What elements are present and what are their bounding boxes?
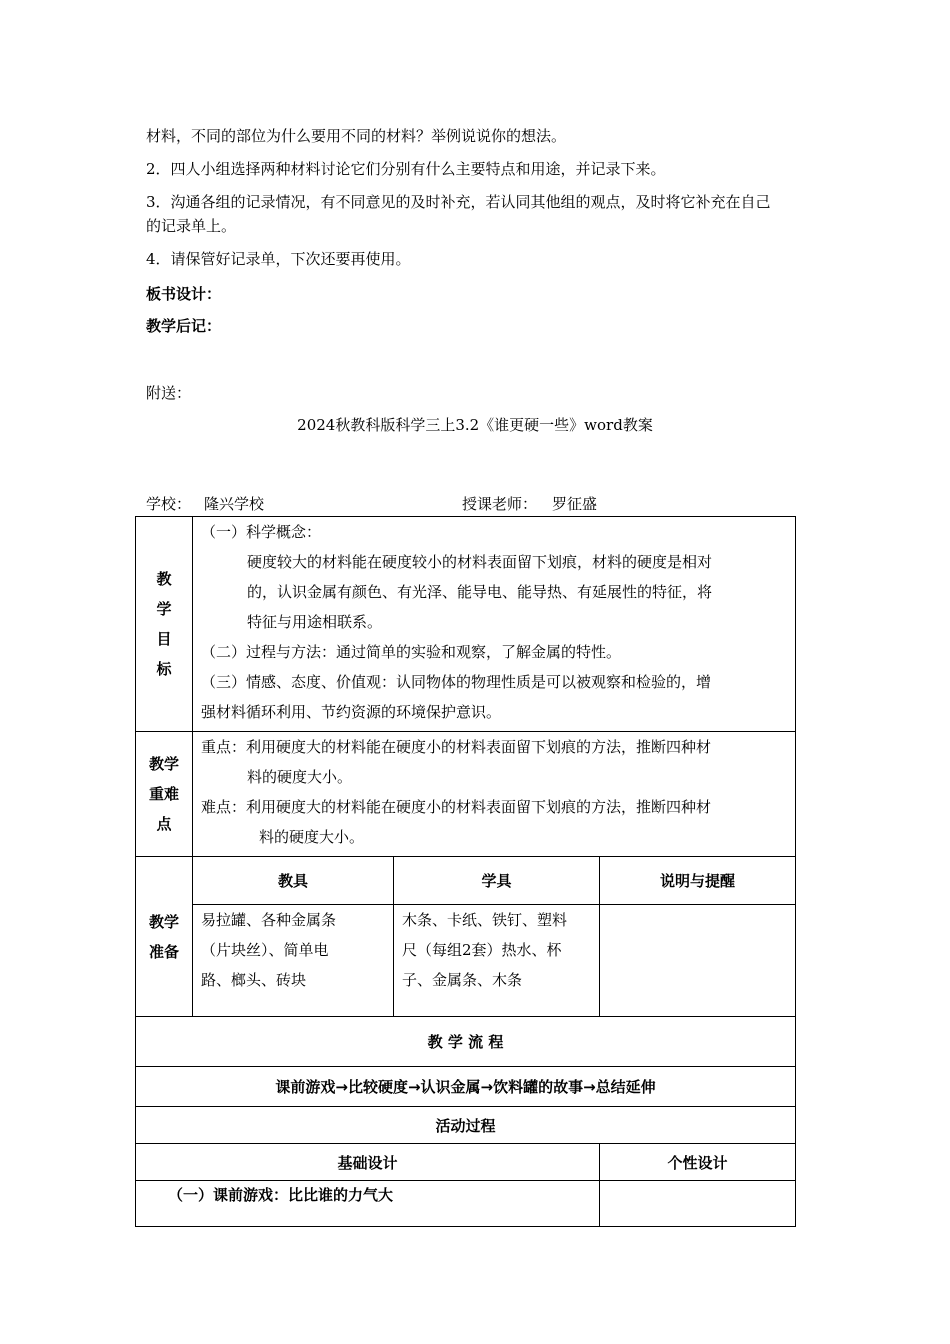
prep-col-student: 学具 [394,857,600,905]
prep-teacher-items: 易拉罐、各种金属条 （片块丝）、简单电 路、榔头、砖块 [193,905,394,1017]
key-points-row [136,732,796,857]
prep-col-notes: 说明与提醒 [600,857,796,905]
teacher-label: 授课老师： [462,495,538,513]
individual-design-head: 个性设计 [600,1144,796,1181]
board-design-heading: 板书设计： [146,285,222,303]
activity-title-row [136,1107,796,1144]
objective-1-line-1: 硬度较大的材料能在硬度较小的材料表面留下划痕，材料的硬度是相对 [247,553,713,571]
prep-notes [600,905,796,1017]
key-point-line-2: 料的硬度大小。 [247,768,353,786]
intro-line-3: 3．沟通各组的记录情况，有不同意见的及时补充，若认同其他组的观点，及时将它补充在自己 [146,193,771,211]
flow-steps-row [136,1067,796,1107]
key-point-line-1: 重点：利用硬度大的材料能在硬度小的材料表面留下划痕的方法，推断四种材 [201,738,712,756]
key-points-content [193,732,796,857]
post-notes-heading: 教学后记： [146,317,222,335]
first-activity-row [136,1181,796,1227]
activity-title: 活动过程 [136,1107,796,1144]
objectives-head: 教 学 目 标 [136,517,193,732]
intro-line-1: 材料，不同的部位为什么要用不同的材料？举例说说你的想法。 [146,127,567,145]
first-activity: （一）课前游戏：比比谁的力气大 [136,1181,600,1227]
objective-3-line-1: （三）情感、态度、价值观：认同物体的物理性质是可以被观察和检验的，增 [201,673,712,691]
flow-steps: 课前游戏→比较硬度→认识金属→饮料罐的故事→总结延伸 [136,1067,796,1107]
difficulty-line-2: 料的硬度大小。 [259,828,365,846]
prep-student-items: 木条、卡纸、铁钉、塑料 尺（每组2套）热水、杯 子、金属条、木条 [394,905,600,1017]
objective-1-title: （一）科学概念： [201,523,322,541]
appendix-label: 附送： [146,384,192,402]
objectives-row [136,517,796,732]
basic-design-head: 基础设计 [136,1144,600,1181]
intro-line-4: 的记录单上。 [146,217,237,235]
intro-line-5: 4．请保管好记录单，下次还要再使用。 [146,250,411,268]
objective-1-line-2: 的，认识金属有颜色、有光泽、能导电、能导热、有延展性的特征，将 [247,583,713,601]
teacher-name: 罗征盛 [552,495,598,513]
key-points-head: 教学 重难 点 [136,732,193,857]
flow-title-row [136,1017,796,1067]
flow-title: 教 学 流 程 [136,1017,796,1067]
school-label: 学校： [146,495,192,513]
objectives-content [193,517,796,732]
prep-content-row [136,905,796,1017]
first-activity-individual [600,1181,796,1227]
objective-1-line-3: 特征与用途相联系。 [247,613,383,631]
difficulty-line-1: 难点：利用硬度大的材料能在硬度小的材料表面留下划痕的方法，推断四种材 [201,798,712,816]
objective-2: （二）过程与方法：通过简单的实验和观察，了解金属的特性。 [201,643,622,661]
design-header-row [136,1144,796,1181]
lesson-plan-table [135,516,796,1227]
document-title: 2024秋教科版科学三上3.2《谁更硬一些》word教案 [297,416,653,434]
school-name: 隆兴学校 [204,495,265,513]
prep-col-teacher: 教具 [193,857,394,905]
prep-head: 教学 准备 [136,857,193,1017]
objective-3-line-2: 强材料循环利用、节约资源的环境保护意识。 [201,703,502,721]
intro-line-2: 2．四人小组选择两种材料讨论它们分别有什么主要特点和用途，并记录下来。 [146,160,666,178]
prep-header-row [136,857,796,905]
